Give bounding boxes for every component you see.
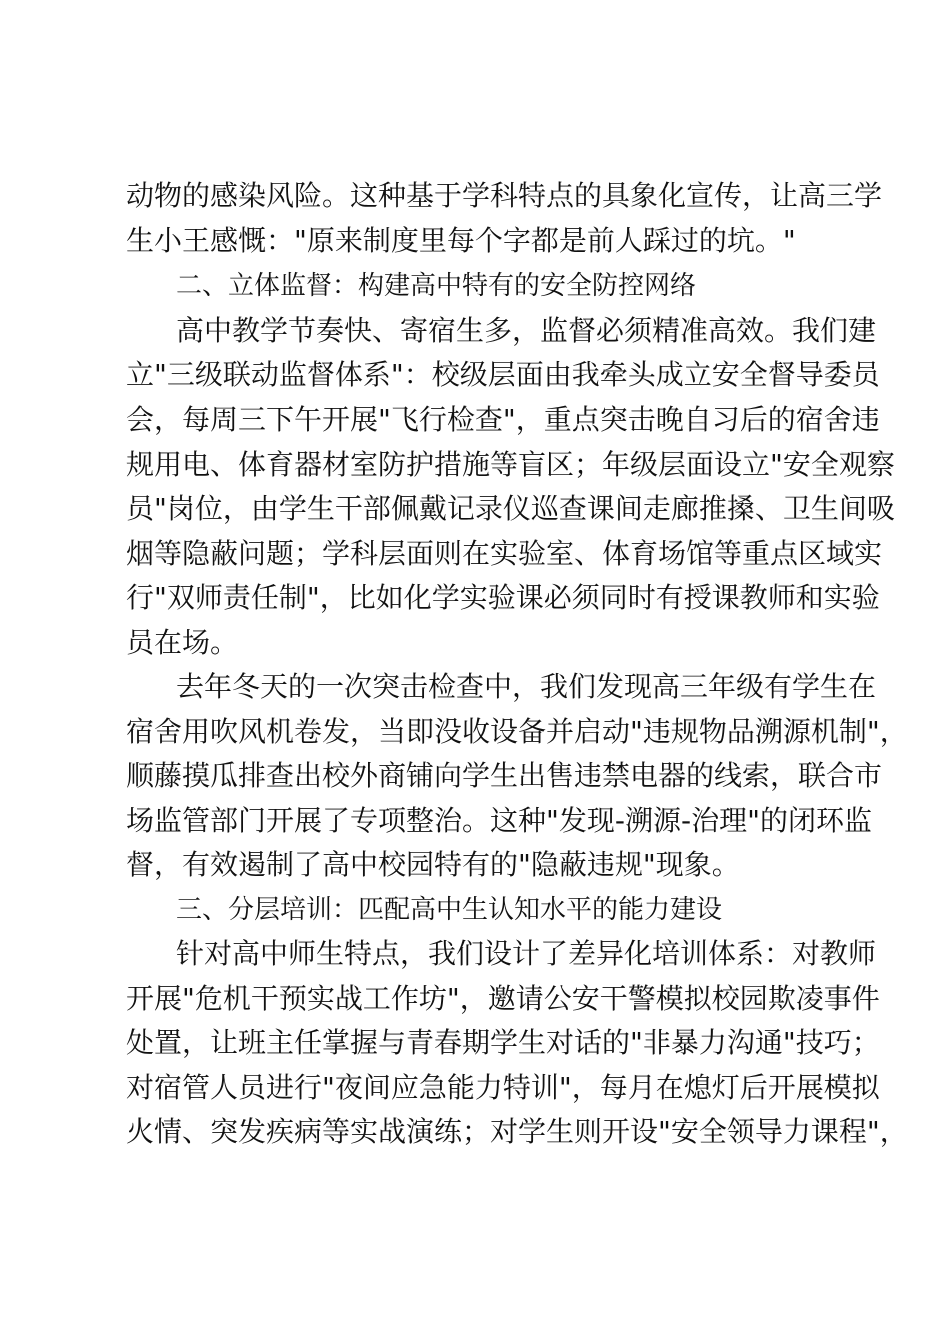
body-text-line: 烟等隐蔽问题；学科层面则在实验室、体育场馆等重点区域实: [126, 537, 883, 570]
paragraph-first-line: 去年冬天的一次突击检查中，我们发现高三年级有学生在: [176, 670, 877, 703]
body-text-line: 员"岗位，由学生干部佩戴记录仪巡查课间走廊推搡、卫生间吸: [126, 492, 895, 525]
body-text-line: 宿舍用吹风机卷发，当即没收设备并启动"违规物品溯源机制"，: [126, 715, 908, 748]
section-heading-3: 三、分层培训：匹配高中生认知水平的能力建设: [176, 895, 723, 925]
body-text-line: 行"双师责任制"，比如化学实验课必须同时有授课教师和实验: [126, 581, 880, 614]
body-text-line: 会，每周三下午开展"飞行检查"，重点突击晚自习后的宿舍违: [126, 403, 880, 436]
section-heading-2: 二、立体监督：构建高中特有的安全防控网络: [176, 271, 697, 301]
body-text-line: 顺藤摸瓜排查出校外商铺向学生出售违禁电器的线索，联合市: [126, 759, 883, 792]
body-text-line: 对宿管人员进行"夜间应急能力特训"，每月在熄灯后开展模拟: [126, 1071, 880, 1104]
body-text-line: 员在场。: [126, 626, 239, 659]
body-text-line: 火情、突发疾病等实战演练；对学生则开设"安全领导力课程"，: [126, 1115, 908, 1148]
body-text-line: 动物的感染风险。这种基于学科特点的具象化宣传，让高三学: [126, 179, 883, 212]
body-text-line: 规用电、体育器材室防护措施等盲区；年级层面设立"安全观察: [126, 448, 895, 481]
paragraph-first-line: 高中教学节奏快、寄宿生多，监督必须精准高效。我们建: [176, 314, 877, 347]
body-text-line: 开展"危机干预实战工作坊"，邀请公安干警模拟校园欺凌事件: [126, 982, 880, 1015]
body-text-line: 督，有效遏制了高中校园特有的"隐蔽违规"现象。: [126, 848, 740, 881]
body-text-line: 处置，让班主任掌握与青春期学生对话的"非暴力沟通"技巧；: [126, 1026, 880, 1059]
paragraph-first-line: 针对高中师生特点，我们设计了差异化培训体系：对教师: [176, 937, 877, 970]
body-text-line: 场监管部门开展了专项整治。这种"发现-溯源-治理"的闭环监: [126, 804, 872, 837]
body-text-line: 生小王感慨："原来制度里每个字都是前人踩过的坑。": [126, 224, 796, 257]
body-text-line: 立"三级联动监督体系"：校级层面由我牵头成立安全督导委员: [126, 358, 880, 391]
